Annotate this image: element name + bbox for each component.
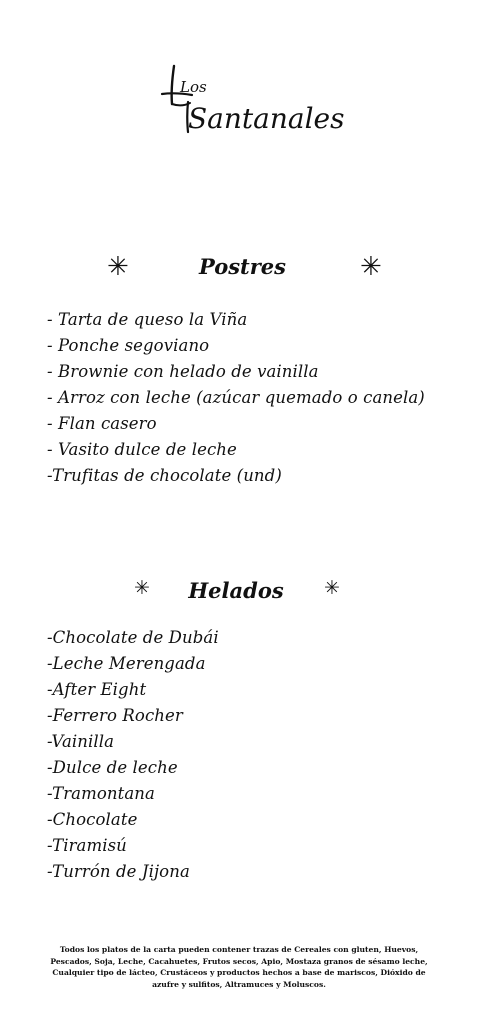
restaurant-logo — [158, 62, 358, 140]
menu-item: - Arroz con leche (azúcar quemado o canela) — [47, 388, 425, 407]
menu-item: -Chocolate — [47, 810, 138, 829]
menu-item: -Trufitas de chocolate (und) — [47, 466, 282, 485]
helados-list — [47, 625, 219, 885]
menu-item: -Tiramisú — [47, 836, 127, 855]
section-title-postres: Postres — [198, 254, 286, 279]
menu-item: -After Eight — [47, 680, 147, 699]
asterisk-icon: ✳ — [134, 577, 150, 599]
menu-item: - Ponche segoviano — [47, 336, 210, 355]
menu-item: - Vasito dulce de leche — [47, 440, 237, 459]
menu-item: - Tarta de queso la Viña — [47, 310, 248, 329]
logo-graphic — [158, 62, 358, 140]
menu-item: - Brownie con helado de vainilla — [47, 362, 319, 381]
postres-list — [47, 307, 425, 489]
menu-item: -Leche Merengada — [47, 654, 206, 673]
menu-item: -Turrón de Jijona — [47, 862, 190, 881]
allergen-notice: Todos los platos de la carta pueden contener trazas de Cereales con gluten, Huevos, Pescados, Soja, Leche, Cacahuetes, Frutos secos, Apio, Mostaza granos de sésamo leche, Cualquier tipo de lácteo, Crustáceos y productos hechos a base de mariscos, Dióxido de azufre y sulfitos, Altramuces y Moluscos. — [50, 945, 428, 989]
menu-item: -Ferrero Rocher — [47, 706, 183, 725]
menu-item: - Flan casero — [47, 414, 157, 433]
asterisk-icon: ✳ — [107, 252, 129, 282]
menu-item: -Vainilla — [47, 732, 115, 751]
asterisk-icon: ✳ — [360, 252, 382, 282]
logo-line1: Los — [180, 78, 207, 96]
logo-line2: Santanales — [188, 102, 345, 135]
menu-item: -Tramontana — [47, 784, 155, 803]
section-title-helados: Helados — [188, 578, 284, 603]
menu-item: -Dulce de leche — [47, 758, 178, 777]
menu-item: -Chocolate de Dubái — [47, 628, 219, 647]
asterisk-icon: ✳ — [324, 577, 340, 599]
